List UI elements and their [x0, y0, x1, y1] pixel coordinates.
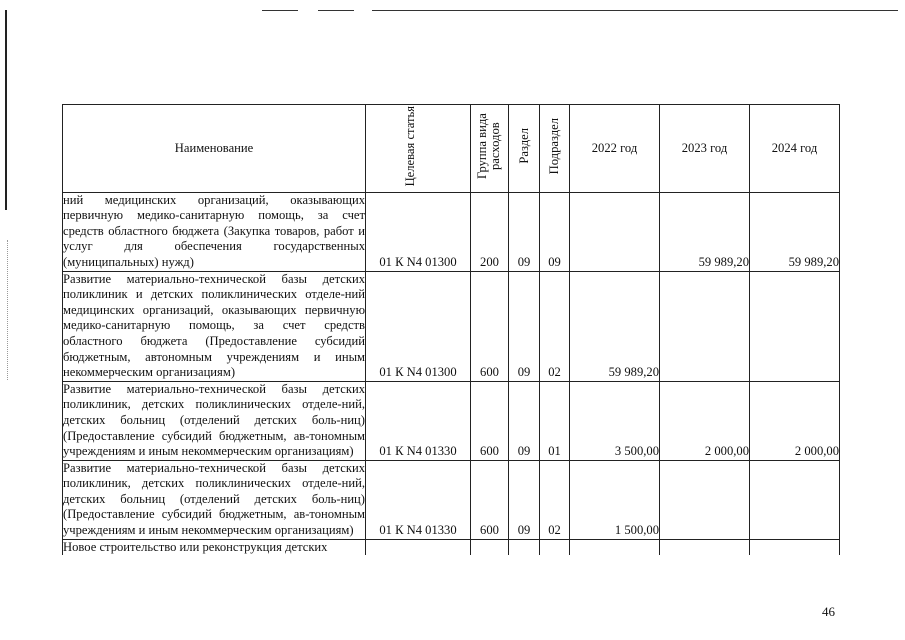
row-section: 09	[509, 381, 540, 460]
row-group: 600	[471, 460, 509, 539]
row-subsection	[540, 539, 570, 555]
budget-table	[62, 104, 840, 555]
header-name: Наименование	[63, 105, 366, 193]
scan-left-edge	[5, 10, 7, 210]
table-header-row	[63, 105, 840, 193]
scan-line-3	[372, 10, 898, 11]
row-code: 01 К N4 01300	[366, 192, 471, 271]
header-expense-group: Группа вида расходов	[471, 105, 509, 193]
row-2022: 3 500,00	[570, 381, 660, 460]
header-2022: 2022 год	[570, 105, 660, 193]
row-section	[509, 539, 540, 555]
row-name: Развитие материально-технической базы детских поликлиник, детских поликлинических отделе-ний, детских больниц (отделений детских боль-ниц) (Предоставление субсидий бюджетным, ав-тономным учреждениям и иным некоммерческим организациям)	[63, 381, 366, 460]
row-2024	[750, 460, 840, 539]
table-row	[63, 539, 840, 555]
row-group	[471, 539, 509, 555]
row-name: Развитие материально-технической базы детских поликлиник, детских поликлинических отделе-ний, детских больниц (отделений детских боль-ниц) (Предоставление субсидий бюджетным, ав-тономным учреждениям и иным некоммерческим организациям)	[63, 460, 366, 539]
header-subsection: Подраздел	[540, 105, 570, 193]
table-row	[63, 271, 840, 381]
row-2023	[660, 271, 750, 381]
row-2024	[750, 271, 840, 381]
scan-line-1	[262, 10, 298, 11]
row-group: 200	[471, 192, 509, 271]
row-2022	[570, 192, 660, 271]
row-2022	[570, 539, 660, 555]
row-2022: 59 989,20	[570, 271, 660, 381]
scan-left-dots	[7, 240, 9, 380]
row-code: 01 К N4 01330	[366, 381, 471, 460]
header-section: Раздел	[509, 105, 540, 193]
row-2023	[660, 539, 750, 555]
row-group: 600	[471, 381, 509, 460]
row-subsection: 02	[540, 460, 570, 539]
row-subsection: 09	[540, 192, 570, 271]
page-number: 46	[822, 604, 835, 619]
table-row	[63, 460, 840, 539]
table-row	[63, 381, 840, 460]
row-subsection: 01	[540, 381, 570, 460]
row-code	[366, 539, 471, 555]
row-subsection: 02	[540, 271, 570, 381]
row-2023: 2 000,00	[660, 381, 750, 460]
row-section: 09	[509, 271, 540, 381]
row-name: Развитие материально-технической базы детских поликлиник и детских поликлинических отделе-ний медицинских организаций, оказывающих первичную медико-санитарную помощь, за счет средств областного бюджета (Предоставление субсидий бюджетным, автономным учреждениям и иным некоммерческим организациям)	[63, 271, 366, 381]
row-section: 09	[509, 192, 540, 271]
row-name: Новое строительство или реконструкция детских	[63, 539, 366, 555]
row-code: 01 К N4 01300	[366, 271, 471, 381]
header-2023: 2023 год	[660, 105, 750, 193]
header-target-article: Целевая статья	[366, 105, 471, 193]
row-code: 01 К N4 01330	[366, 460, 471, 539]
row-section: 09	[509, 460, 540, 539]
row-2024: 2 000,00	[750, 381, 840, 460]
row-name: ний медицинских организаций, оказывающих первичную медико-санитарную помощь, за счет средств областного бюджета (Закупка товаров, работ и услуг для обеспечения государственных (муниципальных) нужд)	[63, 192, 366, 271]
row-2023	[660, 460, 750, 539]
row-2023: 59 989,20	[660, 192, 750, 271]
row-group: 600	[471, 271, 509, 381]
table-row	[63, 192, 840, 271]
row-2024	[750, 539, 840, 555]
row-2022: 1 500,00	[570, 460, 660, 539]
scan-line-2	[318, 10, 354, 11]
header-2024: 2024 год	[750, 105, 840, 193]
row-2024: 59 989,20	[750, 192, 840, 271]
